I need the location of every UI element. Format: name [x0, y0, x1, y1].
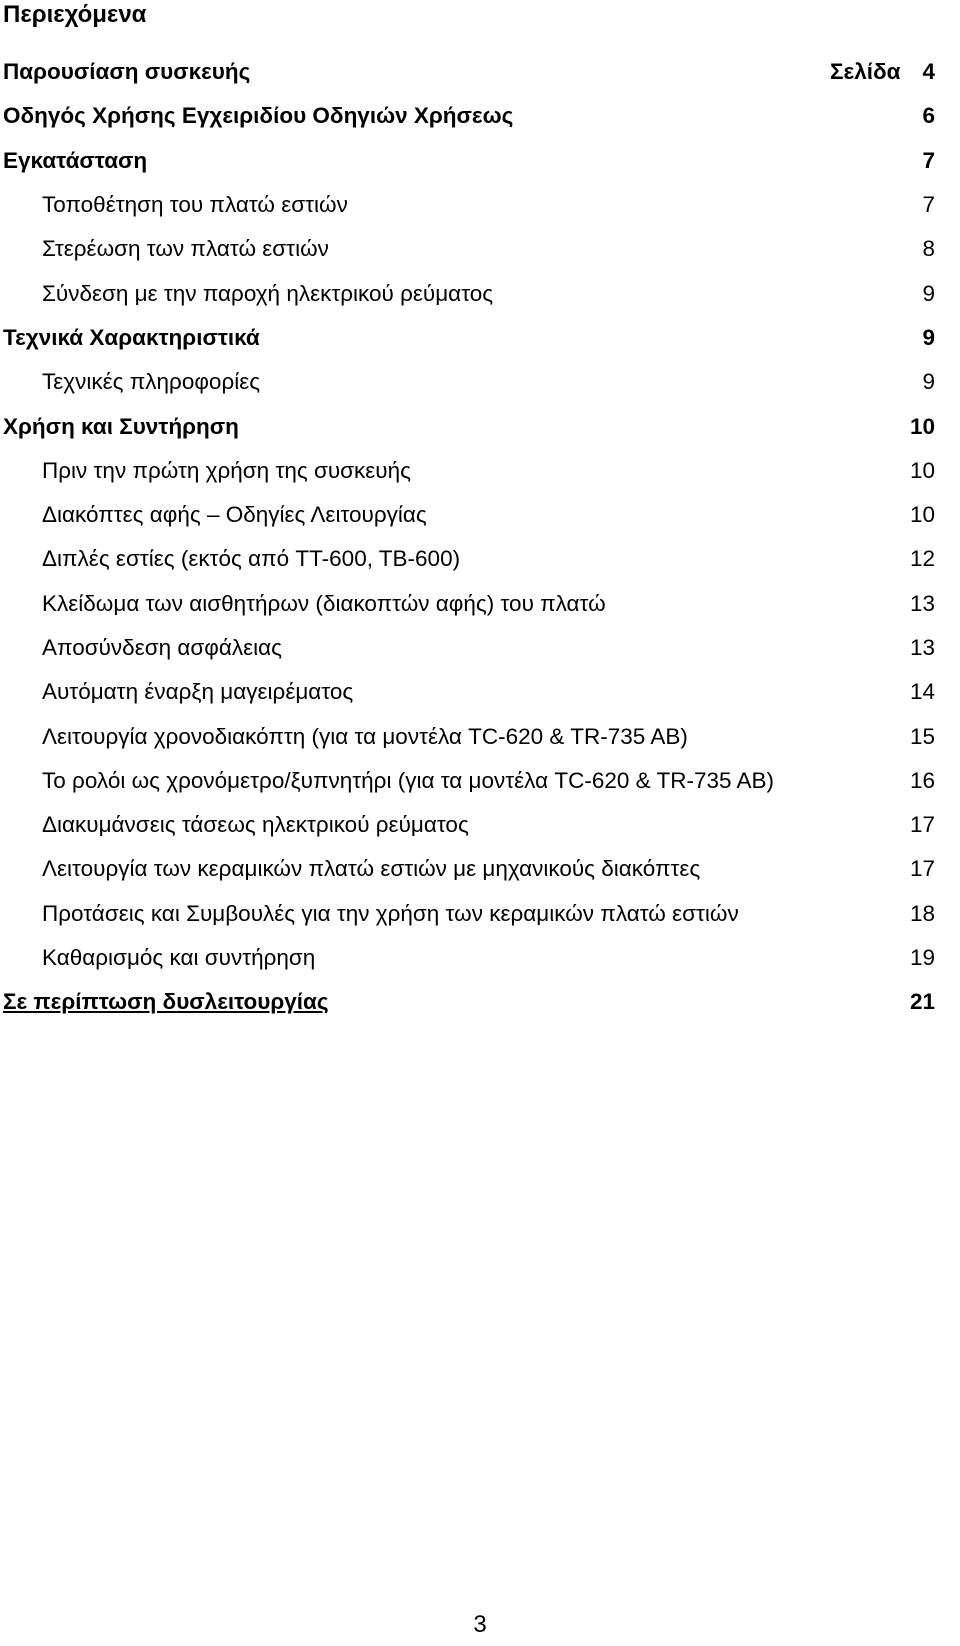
toc-subentry[interactable] — [3, 847, 935, 891]
toc-entry-title: Παρουσίαση συσκευής — [3, 59, 251, 85]
toc-entry-title: Στερέωση των πλατώ εστιών — [42, 236, 329, 262]
toc-entry-title: Τεχνικές πληροφορίες — [42, 369, 261, 395]
toc-entry-page: 19 — [909, 945, 935, 971]
toc-entry-title: Προτάσεις και Συμβουλές για την χρήση των κεραμικών πλατώ εστιών — [42, 900, 739, 926]
toc-subentry[interactable] — [3, 227, 935, 271]
toc-entry-title: Αποσύνδεση ασφάλειας — [42, 635, 282, 660]
toc-entry-title: Λειτουργία χρονοδιακόπτη (για τα μοντέλα TC-620 & TR-735 AB) — [42, 723, 688, 749]
toc-entry[interactable] — [3, 316, 935, 360]
toc-entry-page: 15 — [909, 723, 935, 749]
toc-entry-page: 10 — [909, 457, 935, 483]
toc-entry-page: 6 — [922, 103, 935, 129]
toc-entry-title: Διακόπτες αφής – Οδηγίες Λειτουργίας — [42, 502, 427, 528]
toc-entry-page: 17 — [909, 856, 935, 882]
toc-subentry[interactable] — [3, 183, 935, 227]
toc-entry-page: 7 — [922, 192, 935, 218]
toc-entry[interactable] — [3, 139, 935, 183]
toc-entry-title: Σύνδεση με την παροχή ηλεκτρικού ρεύματος — [42, 280, 494, 306]
toc-entry-page: 17 — [909, 812, 935, 838]
toc-entry-page: 10 — [909, 502, 935, 528]
toc-entry-title: Διπλές εστίες (εκτός από TT-600, TB-600) — [42, 546, 461, 572]
toc-entry-page: 9 — [922, 369, 935, 395]
toc-subentry[interactable] — [3, 670, 935, 714]
toc-subentry[interactable] — [3, 493, 935, 537]
toc-subentry[interactable] — [3, 449, 935, 493]
toc-page-header — [830, 59, 935, 85]
toc-subentry[interactable] — [3, 803, 935, 847]
toc-entry-title: Σε περίπτωση δυσλειτουργίας — [3, 989, 329, 1015]
toc-entry-title: Κλείδωμα των αισθητήρων (διακοπτών αφής) του πλατώ — [42, 590, 606, 616]
toc-entry-page: 7 — [922, 147, 935, 173]
toc-subentry[interactable] — [3, 537, 935, 581]
toc-entry-title: Αυτόματη έναρξη μαγειρέματος — [42, 679, 354, 705]
toc-entry-page: 16 — [909, 767, 935, 793]
toc-entry-title: Καθαρισμός και συντήρηση — [42, 945, 316, 971]
toc-subentry[interactable] — [3, 271, 935, 315]
toc-entry-page: 18 — [909, 900, 935, 926]
toc-entry-page: 4 — [922, 59, 935, 85]
toc-entry-title: Χρήση και Συντήρηση — [3, 413, 239, 439]
toc-subentry[interactable] — [3, 626, 935, 670]
table-of-contents — [3, 50, 935, 1025]
toc-entry[interactable] — [3, 980, 935, 1024]
toc-entry-page: 21 — [909, 989, 935, 1015]
toc-entry-page: 8 — [922, 236, 935, 262]
toc-entry-title: Διακυμάνσεις τάσεως ηλεκτρικού ρεύματος — [42, 812, 469, 838]
toc-entry-title: Το ρολόι ως χρονόμετρο/ξυπνητήρι (για τα μοντέλα TC-620 & TR-735 AB) — [42, 767, 775, 793]
page-column-label: Σελίδα — [830, 59, 901, 85]
toc-entry-page: 9 — [922, 324, 935, 350]
toc-entry-title: Οδηγός Χρήσης Εγχειριδίου Οδηγιών Χρήσεως — [3, 103, 514, 129]
toc-entry-title: Τοποθέτηση του πλατώ εστιών — [42, 192, 348, 218]
toc-entry[interactable] — [3, 94, 935, 138]
toc-entry-title: Εγκατάσταση — [3, 147, 148, 173]
page-number: 3 — [473, 1611, 487, 1638]
page-title: Περιεχόμενα — [3, 1, 147, 28]
toc-subentry[interactable] — [3, 360, 935, 404]
toc-entry-page: 10 — [909, 413, 935, 439]
toc-subentry[interactable] — [3, 582, 935, 626]
toc-entry-title: Τεχνικά Χαρακτηριστικά — [3, 324, 260, 350]
toc-entry[interactable] — [3, 50, 935, 94]
toc-entry-page: 12 — [909, 546, 935, 572]
toc-entry[interactable] — [3, 404, 935, 448]
toc-entry-page: 13 — [909, 590, 935, 616]
toc-entry-page: 13 — [909, 635, 935, 660]
toc-entry-page: 9 — [922, 280, 935, 306]
toc-entry-title: Πριν την πρώτη χρήση της συσκευής — [42, 457, 411, 483]
toc-entry-page: 14 — [909, 679, 935, 705]
toc-entry-title: Λειτουργία των κεραμικών πλατώ εστιών με μηχανικούς διακόπτες — [42, 856, 701, 882]
toc-subentry[interactable] — [3, 714, 935, 758]
toc-subentry[interactable] — [3, 892, 935, 936]
toc-subentry[interactable] — [3, 759, 935, 803]
toc-subentry[interactable] — [3, 936, 935, 980]
